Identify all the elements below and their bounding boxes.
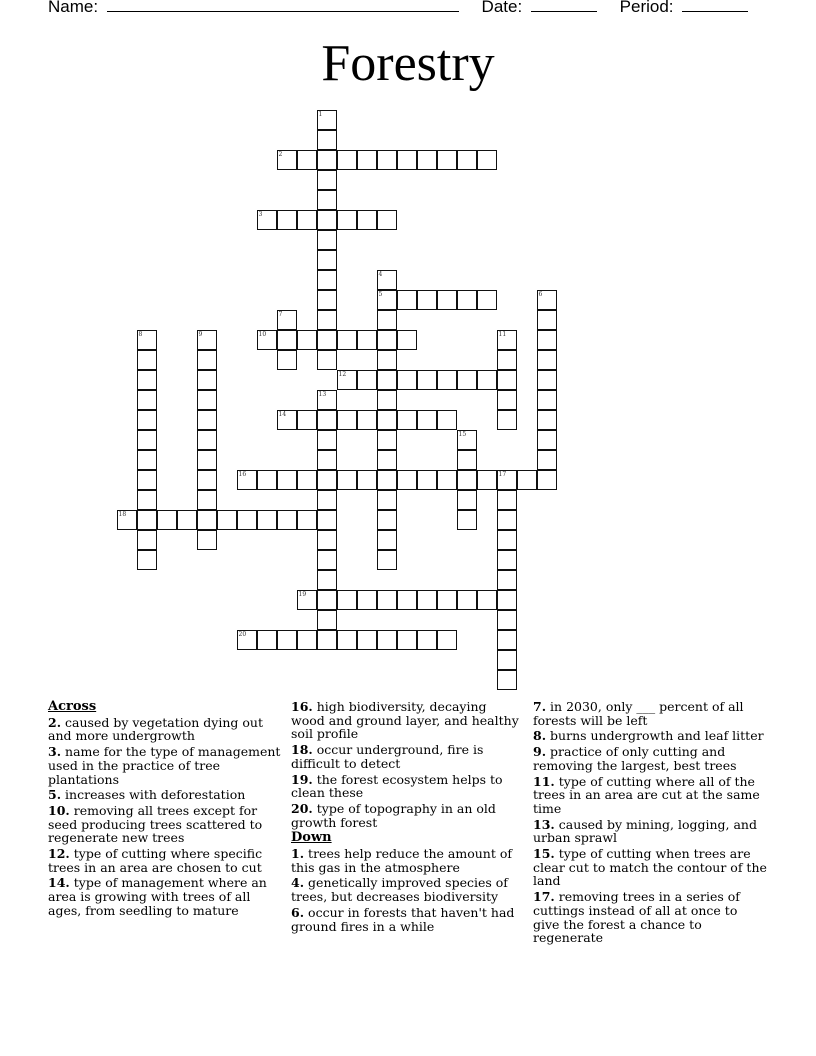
crossword-cell[interactable]: [297, 330, 317, 350]
crossword-cell[interactable]: [137, 510, 157, 530]
clue-number: 16.: [291, 699, 313, 714]
crossword-cell[interactable]: [377, 530, 397, 550]
crossword-cell[interactable]: [297, 410, 317, 430]
crossword-cell[interactable]: [297, 630, 317, 650]
crossword-cell[interactable]: [437, 370, 457, 390]
crossword-cell[interactable]: [457, 510, 477, 530]
crossword-cell[interactable]: [137, 470, 157, 490]
crossword-cell[interactable]: [397, 630, 417, 650]
crossword-cell[interactable]: [277, 630, 297, 650]
crossword-cell[interactable]: [437, 470, 457, 490]
crossword-cell[interactable]: [137, 390, 157, 410]
clue-number-label: 5: [378, 290, 383, 298]
clue-number: 12.: [48, 846, 70, 862]
across-heading: Across: [48, 699, 97, 714]
crossword-cell[interactable]: [257, 210, 277, 230]
crossword-cell[interactable]: [137, 450, 157, 470]
crossword-cell[interactable]: [457, 470, 477, 490]
crossword-cell[interactable]: [377, 430, 397, 450]
crossword-cell[interactable]: [457, 290, 477, 310]
crossword-cell[interactable]: [537, 430, 557, 450]
clues-column-2: [291, 700, 523, 935]
crossword-cell[interactable]: [377, 470, 397, 490]
clue-number-label: 20: [238, 630, 247, 638]
crossword-cell[interactable]: [357, 330, 377, 350]
clue-number: 8.: [533, 728, 547, 744]
clue-down-9: [533, 745, 767, 772]
clue-across-2: [48, 716, 284, 743]
crossword-cell[interactable]: [317, 230, 337, 250]
crossword-cell[interactable]: [497, 470, 517, 490]
clue-down-17: [533, 890, 767, 945]
crossword-cell[interactable]: [197, 470, 217, 490]
crossword-cell[interactable]: [417, 290, 437, 310]
crossword-cell[interactable]: [317, 530, 337, 550]
crossword-cell[interactable]: [317, 630, 337, 650]
clue-number-label: 11: [498, 330, 507, 338]
crossword-cell[interactable]: [297, 150, 317, 170]
crossword-cell[interactable]: [377, 630, 397, 650]
crossword-cell[interactable]: [277, 410, 297, 430]
crossword-cell[interactable]: [377, 150, 397, 170]
crossword-cell[interactable]: [497, 610, 517, 630]
crossword-cell[interactable]: [417, 590, 437, 610]
clue-across-10: [48, 804, 284, 845]
crossword-cell[interactable]: [497, 570, 517, 590]
crossword-cell[interactable]: [497, 590, 517, 610]
crossword-cell[interactable]: [177, 510, 197, 530]
clue-number-label: 13: [318, 390, 327, 398]
clue-text: occur in forests that haven't had ground fires in a while: [291, 904, 515, 934]
crossword-cell[interactable]: [257, 630, 277, 650]
crossword-cell[interactable]: [277, 350, 297, 370]
crossword-cell[interactable]: [237, 630, 257, 650]
clue-text: removing trees in a series of cuttings instead of all at once to give the forest a chance to regenerate: [533, 889, 740, 946]
crossword-cell[interactable]: [537, 350, 557, 370]
clue-across-3: [48, 745, 284, 786]
crossword-cell[interactable]: [417, 410, 437, 430]
crossword-cell[interactable]: [157, 510, 177, 530]
clue-number-label: 18: [118, 510, 127, 518]
crossword-cell[interactable]: [277, 150, 297, 170]
clue-number-label: 15: [458, 430, 467, 438]
crossword-cell[interactable]: [237, 510, 257, 530]
crossword-cell[interactable]: [397, 330, 417, 350]
crossword-cell[interactable]: [117, 510, 137, 530]
clue-text: burns undergrowth and leaf litter: [550, 728, 764, 744]
crossword-cell[interactable]: [357, 210, 377, 230]
crossword-cell[interactable]: [277, 310, 297, 330]
crossword-cell[interactable]: [337, 330, 357, 350]
crossword-cell[interactable]: [317, 310, 337, 330]
clue-text: type of management where an area is growing with trees of all ages, from seedling to mature: [48, 875, 267, 918]
crossword-cell[interactable]: [357, 630, 377, 650]
clue-across-19: [291, 773, 523, 800]
crossword-cell[interactable]: [357, 590, 377, 610]
crossword-cell[interactable]: [537, 410, 557, 430]
crossword-cell[interactable]: [437, 150, 457, 170]
crossword-cell[interactable]: [317, 510, 337, 530]
clue-text: type of cutting where all of the trees in an area are cut at the same time: [533, 773, 760, 816]
clue-number-label: 6: [538, 290, 543, 298]
crossword-cell[interactable]: [317, 470, 337, 490]
clue-number: 13.: [533, 816, 555, 832]
clue-number: 9.: [533, 744, 547, 760]
crossword-cell[interactable]: [537, 470, 557, 490]
crossword-cell[interactable]: [317, 250, 337, 270]
clue-number-label: 8: [138, 330, 143, 338]
crossword-cell[interactable]: [317, 550, 337, 570]
clue-number: 19.: [291, 771, 313, 787]
crossword-cell[interactable]: [317, 570, 337, 590]
crossword-cell[interactable]: [317, 410, 337, 430]
crossword-cell[interactable]: [357, 410, 377, 430]
clue-text: type of topography in an old growth forest: [291, 800, 496, 830]
clue-text: type of cutting when trees are clear cut to match the contour of the land: [533, 846, 767, 889]
clue-down-11: [533, 775, 767, 816]
crossword-cell[interactable]: [377, 550, 397, 570]
crossword-cell[interactable]: [297, 210, 317, 230]
crossword-cell[interactable]: [197, 410, 217, 430]
crossword-cell[interactable]: [377, 210, 397, 230]
crossword-cell[interactable]: [377, 590, 397, 610]
clues-column-1: [48, 700, 284, 920]
crossword-cell[interactable]: [357, 370, 377, 390]
crossword-cell[interactable]: [497, 330, 517, 350]
crossword-cell[interactable]: [537, 310, 557, 330]
clue-number-label: 7: [278, 310, 283, 318]
crossword-cell[interactable]: [497, 390, 517, 410]
clue-text: practice of only cutting and removing the largest, best trees: [533, 744, 737, 773]
crossword-cell[interactable]: [197, 510, 217, 530]
clue-down-15: [533, 847, 767, 888]
crossword-cell[interactable]: [337, 630, 357, 650]
crossword-cell[interactable]: [497, 550, 517, 570]
clues-column-3: [533, 700, 767, 947]
crossword-cell[interactable]: [437, 410, 457, 430]
crossword-cell[interactable]: [377, 370, 397, 390]
clue-down-4: [291, 876, 523, 903]
clue-number: 4.: [291, 875, 305, 891]
down-heading: Down: [291, 830, 332, 846]
crossword-cell[interactable]: [317, 390, 337, 410]
crossword-cell[interactable]: [457, 490, 477, 510]
clue-number: 10.: [48, 802, 70, 818]
crossword-cell[interactable]: [537, 390, 557, 410]
clue-down-1: [291, 847, 523, 874]
crossword-cell[interactable]: [197, 530, 217, 550]
crossword-cell[interactable]: [317, 430, 337, 450]
crossword-cell[interactable]: [137, 330, 157, 350]
clue-across-14: [48, 876, 284, 917]
crossword-cell[interactable]: [237, 470, 257, 490]
clue-text: caused by mining, logging, and urban sprawl: [533, 816, 757, 846]
crossword-cell[interactable]: [337, 410, 357, 430]
crossword-cell[interactable]: [317, 290, 337, 310]
date-label: Date:: [481, 0, 523, 16]
clue-number: 14.: [48, 875, 70, 891]
crossword-cell[interactable]: [197, 370, 217, 390]
crossword-cell[interactable]: [137, 550, 157, 570]
crossword-cell[interactable]: [377, 450, 397, 470]
crossword-cell[interactable]: [377, 510, 397, 530]
clue-text: occur underground, fire is difficult to detect: [291, 742, 484, 771]
clue-number: 7.: [533, 699, 547, 714]
crossword-cell[interactable]: [277, 470, 297, 490]
crossword-cell[interactable]: [317, 590, 337, 610]
crossword-cell[interactable]: [137, 370, 157, 390]
page-title: Forestry: [321, 35, 495, 92]
crossword-cell[interactable]: [137, 490, 157, 510]
crossword-cell[interactable]: [477, 150, 497, 170]
clue-down-13: [533, 818, 767, 845]
crossword-cell[interactable]: [537, 370, 557, 390]
crossword-cell[interactable]: [537, 330, 557, 350]
crossword-cell[interactable]: [477, 290, 497, 310]
crossword-cell[interactable]: [397, 370, 417, 390]
crossword-cell[interactable]: [377, 290, 397, 310]
crossword-cell[interactable]: [417, 630, 437, 650]
clue-text: caused by vegetation dying out and more undergrowth: [48, 714, 263, 744]
crossword-cell[interactable]: [317, 190, 337, 210]
clue-text: name for the type of management used in the practice of tree plantations: [48, 744, 281, 787]
crossword-cell[interactable]: [497, 350, 517, 370]
crossword-cell[interactable]: [437, 590, 457, 610]
clue-number: 15.: [533, 846, 555, 862]
clue-number-label: 4: [378, 270, 383, 278]
crossword-cell[interactable]: [197, 490, 217, 510]
crossword-cell[interactable]: [337, 590, 357, 610]
crossword-cell[interactable]: [257, 330, 277, 350]
clue-number-label: 14: [278, 410, 287, 418]
crossword-cell[interactable]: [417, 470, 437, 490]
clue-down-6: [291, 906, 523, 933]
clue-across-5: [48, 788, 284, 802]
clue-number-label: 2: [278, 150, 283, 158]
clue-text: the forest ecosystem helps to clean these: [291, 771, 503, 801]
crossword-cell[interactable]: [217, 510, 237, 530]
clue-down-7: [533, 700, 767, 727]
crossword-cell[interactable]: [457, 150, 477, 170]
clue-text: genetically improved species of trees, but decreases biodiversity: [291, 875, 508, 905]
crossword-cell[interactable]: [357, 470, 377, 490]
crossword-cell[interactable]: [137, 530, 157, 550]
crossword-cell[interactable]: [197, 430, 217, 450]
crossword-cell[interactable]: [197, 390, 217, 410]
clue-text: trees help reduce the amount of this gas in the atmosphere: [291, 846, 512, 875]
crossword-cell[interactable]: [317, 150, 337, 170]
crossword-cell[interactable]: [377, 490, 397, 510]
crossword-cell[interactable]: [457, 430, 477, 450]
clue-number: 17.: [533, 889, 555, 905]
crossword-cell[interactable]: [257, 470, 277, 490]
crossword-cell[interactable]: [477, 590, 497, 610]
crossword-cell[interactable]: [497, 650, 517, 670]
crossword-cell[interactable]: [197, 450, 217, 470]
crossword-cell[interactable]: [497, 370, 517, 390]
crossword-cell[interactable]: [377, 330, 397, 350]
crossword-cell[interactable]: [297, 510, 317, 530]
clue-across-18: [291, 743, 523, 770]
clue-number: 20.: [291, 800, 313, 816]
crossword-cell[interactable]: [377, 270, 397, 290]
crossword-cell[interactable]: [297, 590, 317, 610]
crossword-cell[interactable]: [137, 430, 157, 450]
crossword-cell[interactable]: [497, 410, 517, 430]
crossword-cell[interactable]: [397, 590, 417, 610]
clue-number: 3.: [48, 744, 62, 760]
crossword-cell[interactable]: [257, 510, 277, 530]
crossword-cell[interactable]: [377, 410, 397, 430]
clue-number-label: 12: [338, 370, 347, 378]
crossword-cell[interactable]: [497, 630, 517, 650]
crossword-cell[interactable]: [277, 330, 297, 350]
crossword-cell[interactable]: [437, 290, 457, 310]
crossword-cell[interactable]: [497, 490, 517, 510]
clue-number: 2.: [48, 714, 62, 730]
crossword-cell[interactable]: [397, 290, 417, 310]
clue-down-8: [533, 729, 767, 743]
clue-number: 11.: [533, 773, 555, 789]
crossword-cell[interactable]: [477, 370, 497, 390]
crossword-cell[interactable]: [317, 330, 337, 350]
clue-across-20: [291, 802, 523, 829]
crossword-cell[interactable]: [317, 270, 337, 290]
crossword-cell[interactable]: [457, 590, 477, 610]
crossword-cell[interactable]: [337, 370, 357, 390]
crossword-cell[interactable]: [317, 210, 337, 230]
crossword-cell[interactable]: [377, 350, 397, 370]
crossword-cell[interactable]: [457, 370, 477, 390]
crossword-cell[interactable]: [437, 630, 457, 650]
crossword-cell[interactable]: [497, 510, 517, 530]
crossword-cell[interactable]: [537, 450, 557, 470]
clue-text: type of cutting where specific trees in an area are chosen to cut: [48, 846, 263, 875]
clue-number-label: 3: [258, 210, 263, 218]
crossword-cell[interactable]: [317, 130, 337, 150]
crossword-cell[interactable]: [517, 470, 537, 490]
clue-number-label: 17: [498, 470, 507, 478]
crossword-cell[interactable]: [317, 450, 337, 470]
crossword-cell[interactable]: [137, 350, 157, 370]
crossword-cell[interactable]: [417, 370, 437, 390]
clue-number-label: 9: [198, 330, 203, 338]
crossword-cell[interactable]: [477, 470, 497, 490]
crossword-cell[interactable]: [317, 490, 337, 510]
clue-number: 6.: [291, 904, 305, 920]
crossword-cell[interactable]: [337, 210, 357, 230]
crossword-cell[interactable]: [377, 390, 397, 410]
crossword-cell[interactable]: [277, 210, 297, 230]
clue-number: 1.: [291, 846, 305, 862]
clue-number: 5.: [48, 787, 62, 803]
clue-across-12: [48, 847, 284, 874]
crossword-cell[interactable]: [417, 150, 437, 170]
clue-text: removing all trees except for seed producing trees scattered to regenerate new trees: [48, 802, 263, 846]
crossword-cell[interactable]: [317, 170, 337, 190]
crossword-cell[interactable]: [297, 470, 317, 490]
clue-number-label: 16: [238, 470, 247, 478]
crossword-cell[interactable]: [357, 150, 377, 170]
crossword-cell[interactable]: [277, 510, 297, 530]
crossword-cell[interactable]: [397, 410, 417, 430]
crossword-cell[interactable]: [337, 150, 357, 170]
clue-text: high biodiversity, decaying wood and ground layer, and healthy soil profile: [291, 699, 519, 742]
period-label: Period:: [619, 0, 674, 16]
crossword-cell[interactable]: [377, 310, 397, 330]
clue-across-16: [291, 700, 523, 741]
crossword-cell[interactable]: [317, 610, 337, 630]
crossword-cell[interactable]: [197, 330, 217, 350]
crossword-cell[interactable]: [337, 470, 357, 490]
crossword-cell[interactable]: [537, 290, 557, 310]
clue-number: 18.: [291, 742, 313, 758]
crossword-cell[interactable]: [397, 150, 417, 170]
crossword-cell[interactable]: [197, 350, 217, 370]
crossword-cell[interactable]: [497, 530, 517, 550]
crossword-cell[interactable]: [497, 670, 517, 690]
crossword-cell[interactable]: [397, 470, 417, 490]
name-label: Name:: [48, 0, 99, 16]
crossword-cell[interactable]: [457, 450, 477, 470]
crossword-cell[interactable]: [317, 110, 337, 130]
clue-number-label: 19: [298, 590, 307, 598]
clue-text: increases with deforestation: [65, 787, 246, 803]
clue-number-label: 1: [318, 110, 323, 118]
clue-text: in 2030, only ___ percent of all forests will be left: [533, 699, 744, 728]
crossword-cell[interactable]: [137, 410, 157, 430]
clue-number-label: 10: [258, 330, 267, 338]
crossword-cell[interactable]: [317, 350, 337, 370]
